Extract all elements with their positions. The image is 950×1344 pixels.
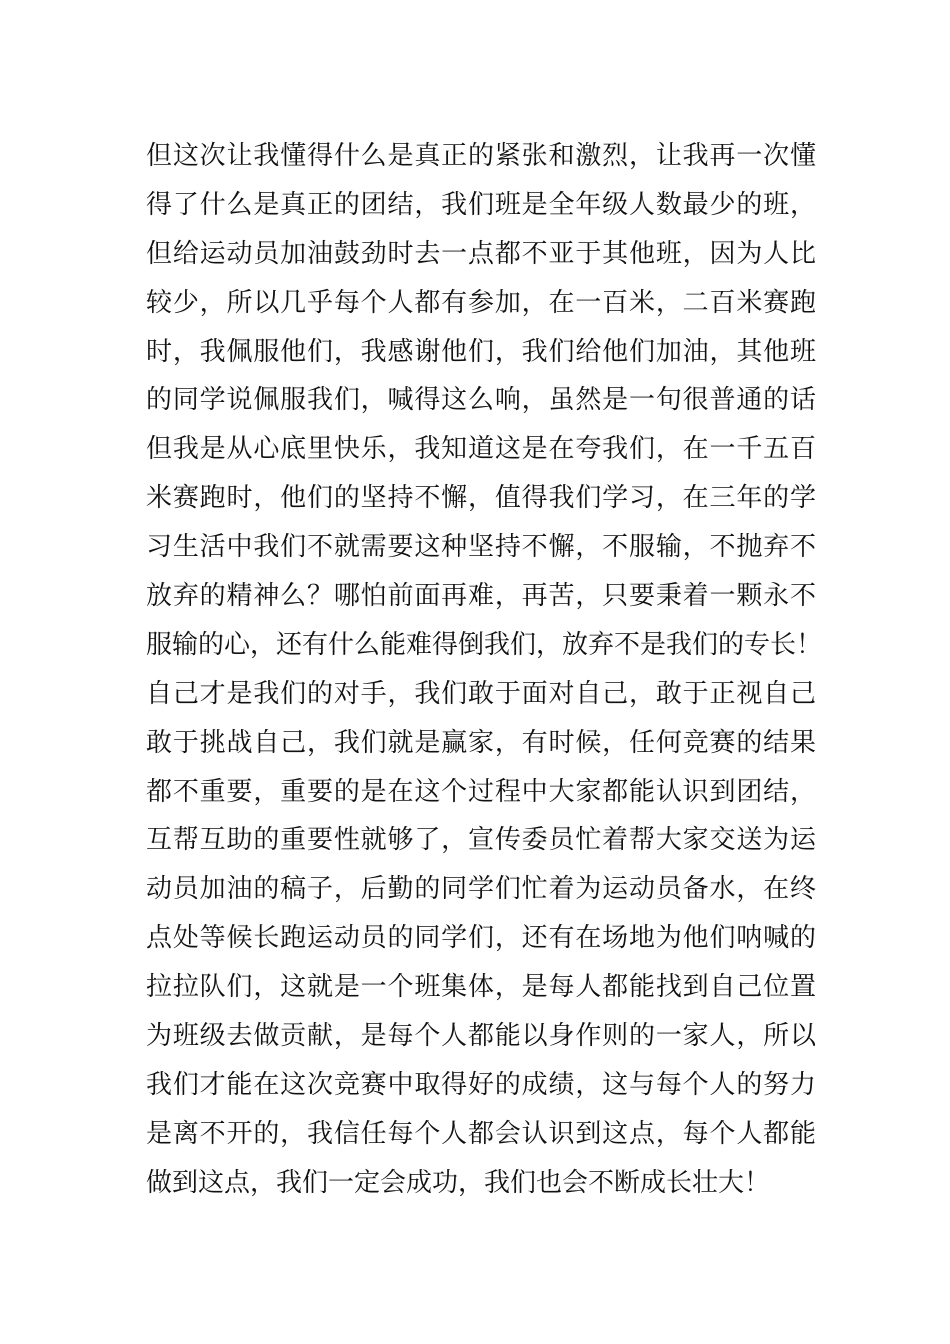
text-line: 动员加油的稿子，后勤的同学们忙着为运动员备水，在终 — [146, 874, 816, 905]
text-line: 点处等候长跑运动员的同学们，还有在场地为他们呐喊的 — [146, 923, 816, 954]
text-line: 但我是从心底里快乐，我知道这是在夸我们，在一千五百 — [146, 434, 816, 465]
text-line: 习生活中我们不就需要这种坚持不懈，不服输，不抛弃不 — [146, 532, 816, 563]
text-line: 放弃的精神么？哪怕前面再难，再苦，只要秉着一颗永不 — [146, 581, 816, 612]
text-line: 但给运动员加油鼓劲时去一点都不亚于其他班，因为人比 — [146, 238, 816, 269]
text-line: 为班级去做贡献，是每个人都能以身作则的一家人，所以 — [146, 1021, 816, 1052]
text-line: 的同学说佩服我们，喊得这么响，虽然是一句很普通的话 — [146, 385, 816, 416]
text-line: 敢于挑战自己，我们就是赢家，有时候，任何竞赛的结果 — [146, 727, 816, 758]
text-line: 是离不开的，我信任每个人都会认识到这点，每个人都能 — [146, 1118, 816, 1149]
text-line: 互帮互助的重要性就够了，宣传委员忙着帮大家交送为运 — [146, 825, 816, 856]
text-line: 我们才能在这次竞赛中取得好的成绩，这与每个人的努力 — [146, 1069, 816, 1100]
body-paragraph — [146, 132, 823, 1208]
text-line: 拉拉队们，这就是一个班集体，是每人都能找到自己位置 — [146, 972, 816, 1003]
text-line: 较少，所以几乎每个人都有参加，在一百米，二百米赛跑 — [146, 287, 816, 318]
text-line: 自己才是我们的对手，我们敢于面对自己，敢于正视自己 — [146, 678, 816, 709]
text-line: 米赛跑时，他们的坚持不懈，值得我们学习，在三年的学 — [146, 483, 816, 514]
text-line: 做到这点，我们一定会成功，我们也会不断成长壮大！ — [146, 1167, 771, 1198]
text-line: 都不重要，重要的是在这个过程中大家都能认识到团结， — [146, 776, 816, 807]
text-line: 时，我佩服他们，我感谢他们，我们给他们加油，其他班 — [146, 336, 816, 367]
text-line: 得了什么是真正的团结，我们班是全年级人数最少的班， — [146, 189, 816, 220]
text-line: 但这次让我懂得什么是真正的紧张和激烈，让我再一次懂 — [146, 141, 816, 171]
text-line: 服输的心，还有什么能难得倒我们，放弃不是我们的专长！ — [146, 629, 823, 660]
